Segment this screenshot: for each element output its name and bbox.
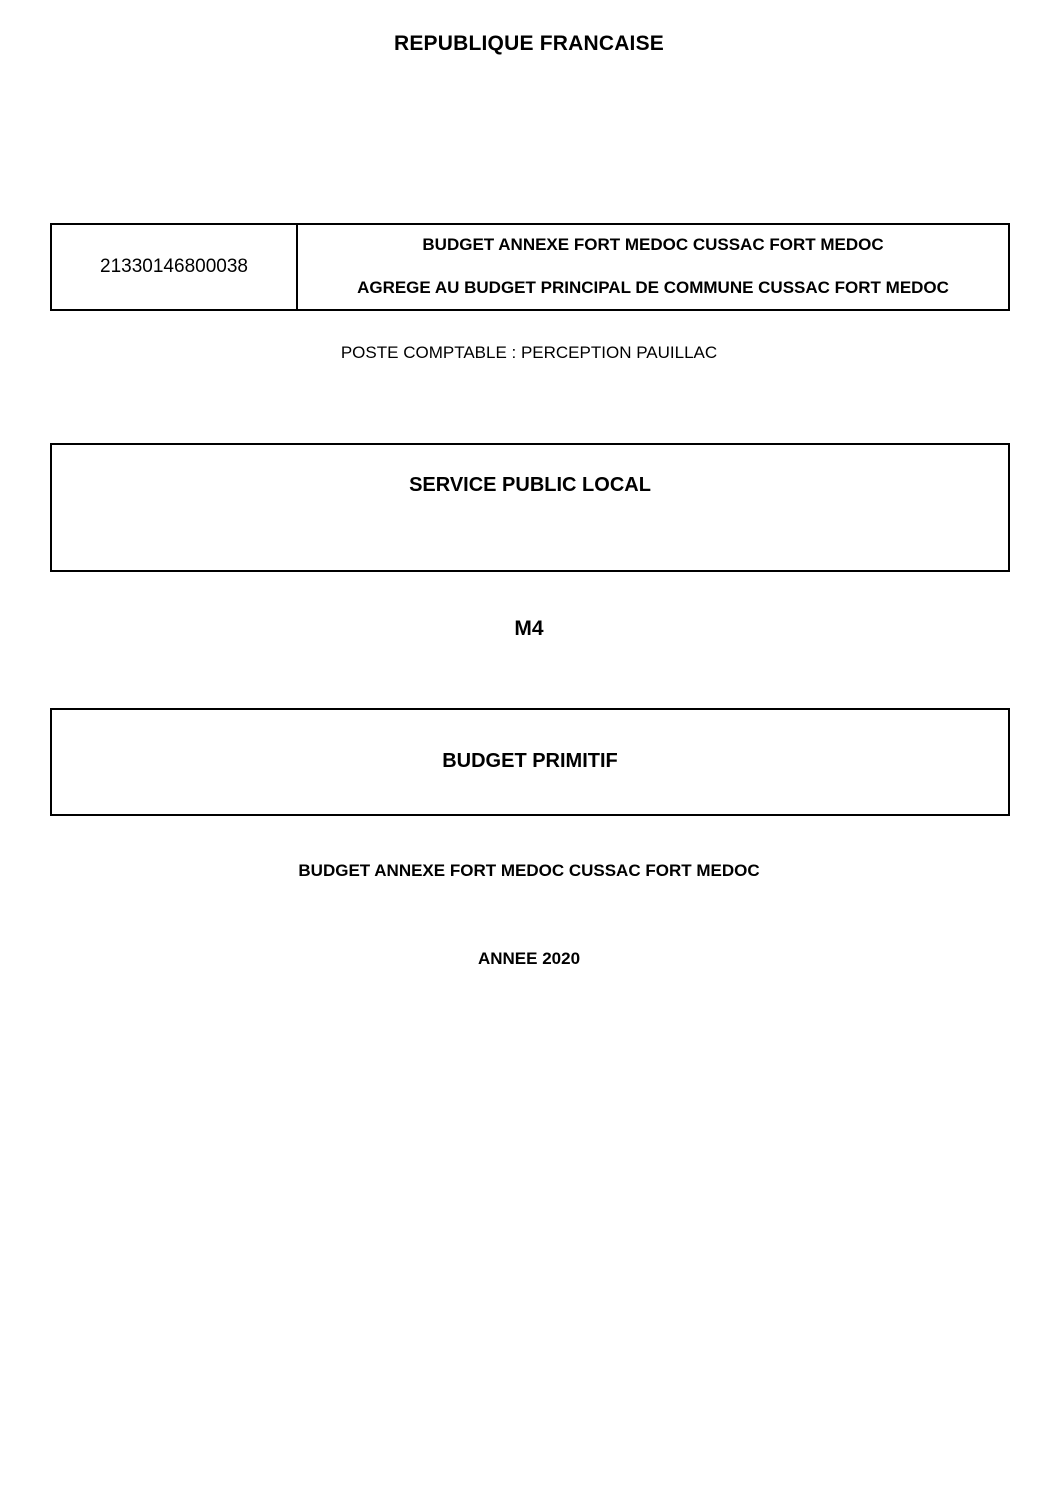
document-type-label: BUDGET PRIMITIF	[442, 750, 618, 772]
aggregation-line: AGREGE AU BUDGET PRINCIPAL DE COMMUNE CUSSAC FORT MEDOC	[357, 278, 949, 297]
siret-number: 21330146800038	[52, 225, 298, 309]
budget-annex-line: BUDGET ANNEXE FORT MEDOC CUSSAC FORT MEDOC	[422, 235, 884, 254]
poste-comptable: POSTE COMPTABLE : PERCEPTION PAUILLAC	[340, 343, 718, 362]
identification-box	[50, 223, 1010, 311]
budget-name: BUDGET ANNEXE FORT MEDOC CUSSAC FORT MEDOC	[298, 861, 760, 880]
service-type-box	[50, 443, 1010, 572]
document-type-box	[50, 708, 1010, 816]
nomenclature-code: M4	[514, 617, 544, 640]
service-type-label: SERVICE PUBLIC LOCAL	[409, 474, 651, 496]
year-label: ANNEE 2020	[477, 949, 581, 968]
page-title: REPUBLIQUE FRANCAISE	[393, 32, 665, 55]
